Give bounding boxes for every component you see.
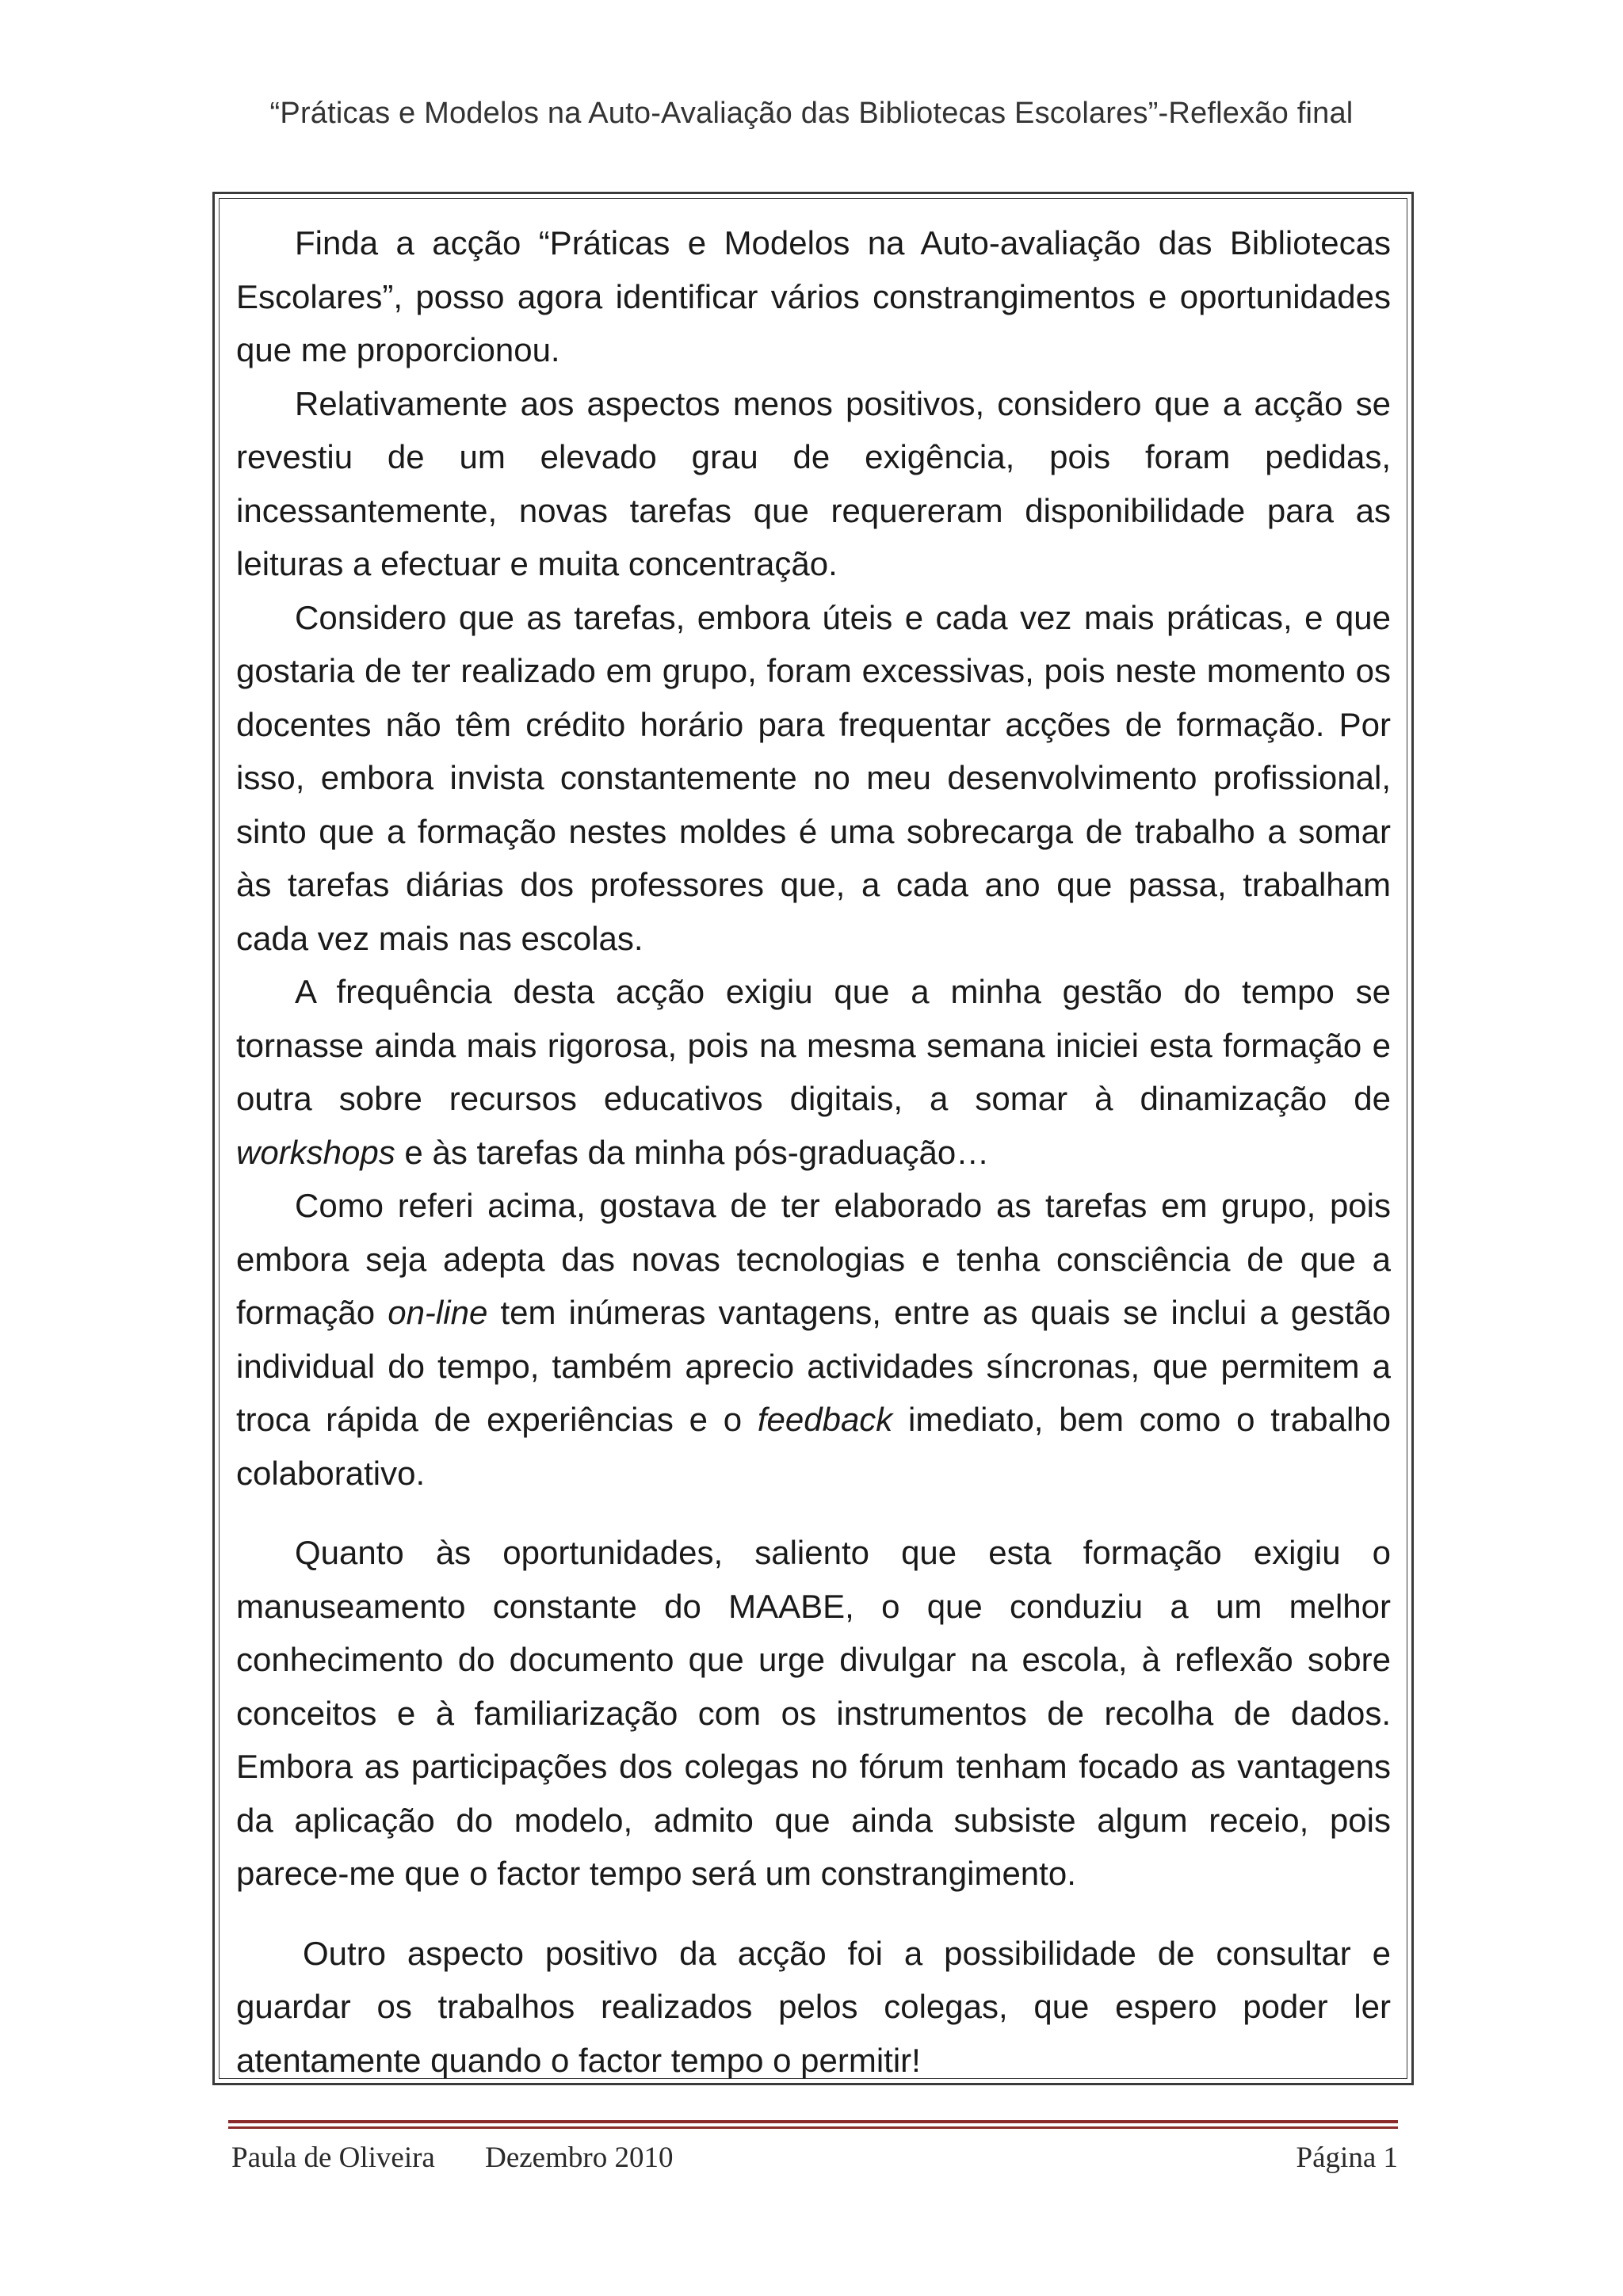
footer-rule-thick [228,2120,1398,2126]
paragraph-text: Como referi acima, gostava de ter elaborado as tarefas em grupo, pois embora seja adepta das novas tecnologias e tenha consciência de que a formação [236,1187,1391,1331]
content-frame-outer [212,192,1414,2085]
emphasis-feedback: feedback [757,1401,893,1438]
paragraph-negatives: Relativamente aos aspectos menos positivos, considero que a acção se revestiu de um elevado grau de exigência, pois foram pedidas, incessantemente, novas tarefas que requereram disponibilidade para as leituras a efectuar e muita concentração. [236,384,1391,582]
document-body [236,216,1391,2087]
paragraph-positive-aspect: Outro aspecto positivo da acção foi a possibilidade de consultar e guardar os trabalhos realizados pelos colegas, que espero poder ler atentamente quando o factor tempo o permitir! [236,1934,1391,2079]
footer-rule-thin [228,2126,1398,2129]
paragraph-opportunities: Quanto às oportunidades, saliento que esta formação exigiu o manuseamento constante do MAABE, o que conduziu a um melhor conhecimento do documento que urge divulgar na escola, à reflexão sobre conceitos e à familiarização com os instrumentos de recolha de dados. Embora as participações dos colegas no fórum tenham focado as vantagens da aplicação do modelo, admito que ainda subsiste algum receio, pois parece-me que o factor tempo será um constrangimento. [236,1534,1391,1892]
paragraph-text: e às tarefas da minha pós-graduação… [395,1133,990,1171]
paragraph-tasks: Considero que as tarefas, embora úteis e cada vez mais práticas, e que gostaria de ter realizado em grupo, foram excessivas, pois neste momento os docentes não têm crédito horário para frequentar acções de formação. Por isso, embora invista constantemente no meu desenvolvimento profissional, sinto que a formação nestes moldes é uma sobrecarga de trabalho a somar às tarefas diárias dos professores que, a cada ano que passa, trabalham cada vez mais nas escolas. [236,598,1391,957]
footer-page-number: Página 1 [1296,2142,1398,2174]
content-frame-inner [219,198,1407,2079]
emphasis-online: on-line [388,1294,488,1331]
paragraph-intro: Finda a acção “Práticas e Modelos na Auto-avaliação das Bibliotecas Escolares”, posso agora identificar vários constrangimentos e oportunidades que me proporcionou. [236,224,1391,368]
paragraph-group-work [236,1179,1391,1500]
emphasis-workshops: workshops [236,1133,395,1171]
paragraph-text: tem inúmeras vantagens, entre as quais se inclui a gestão individual do tempo, também aprecio actividades síncronas, que permitem a troca rápida de experiências e o [236,1294,1391,1438]
paragraph-text: A frequência desta acção exigiu que a minha gestão do tempo se tornasse ainda mais rigorosa, pois na mesma semana iniciei esta formação e outra sobre recursos educativos digitais, a somar à dinamização de [236,973,1391,1117]
paragraph-text: imediato, bem como o trabalho colaborativo. [236,1401,1392,1492]
page-footer [231,2141,1398,2175]
page-header: “Práticas e Modelos na Auto-Avaliação das Bibliotecas Escolares”-Reflexão final [269,97,1354,130]
paragraph-time-management [236,965,1391,1179]
footer-author: Paula de Oliveira [231,2142,435,2174]
footer-date: Dezembro 2010 [485,2142,674,2174]
